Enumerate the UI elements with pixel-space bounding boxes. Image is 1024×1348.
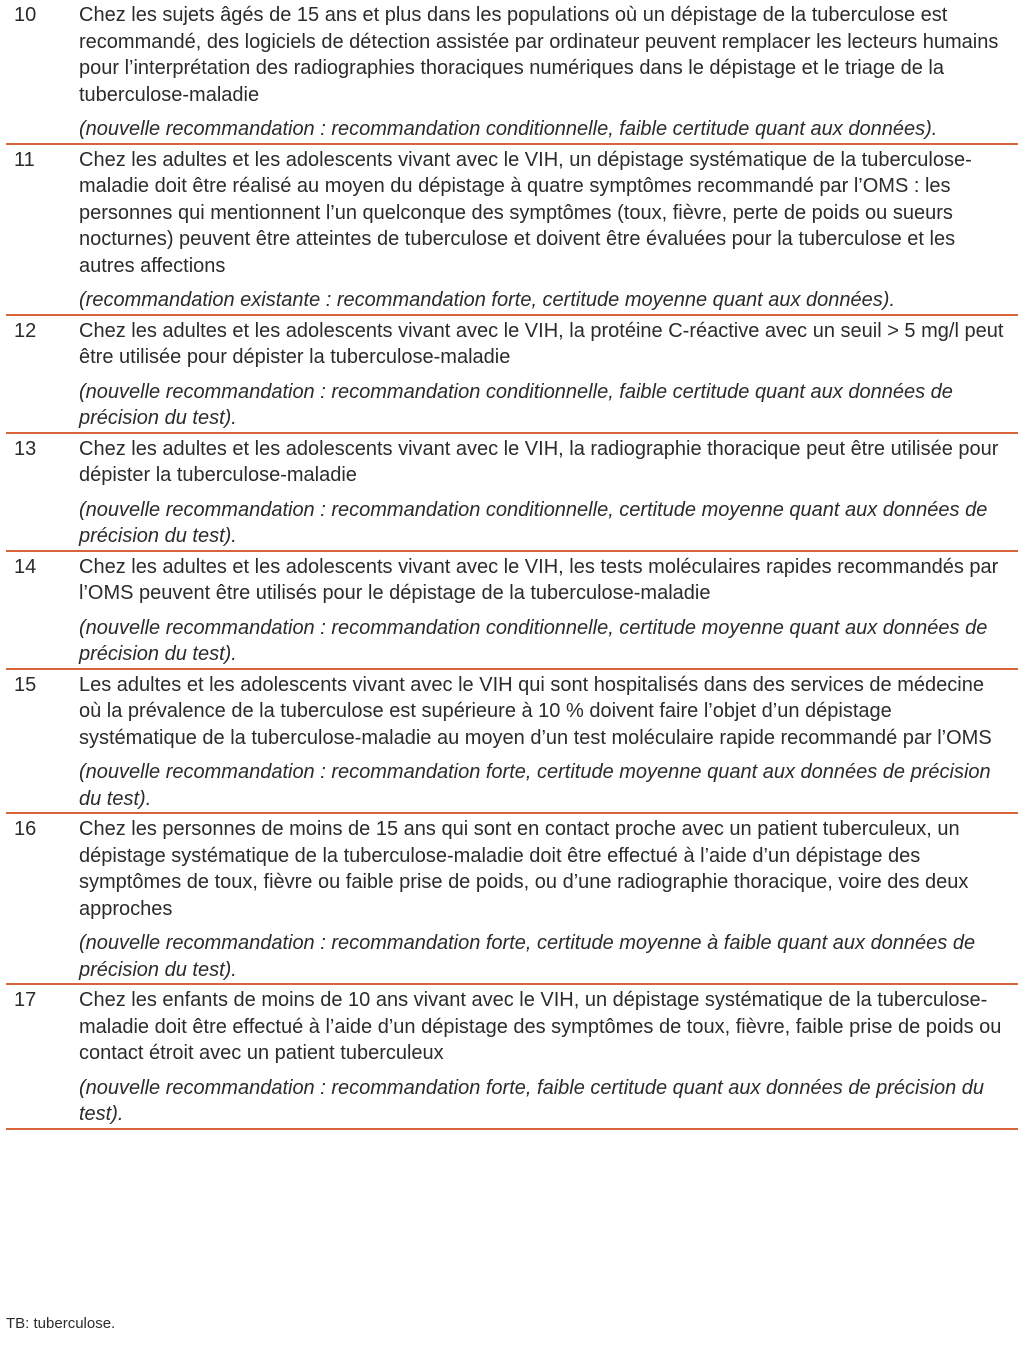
recommendation-note: (nouvelle recommandation : recommandation forte, certitude moyenne à faible quant aux données de précision du test). [79,932,976,981]
recommendation-number: 14 [14,555,37,578]
recommendation-number: 16 [14,818,37,840]
recommendation-number: 12 [14,319,37,342]
recommendation-number: 10 [14,4,37,26]
recommendation-text: Chez les enfants de moins de 10 ans vivant avec le VIH, un dépistage systématique de la tuberculose-maladie doit être effectué à l’aide d’un dépistage des symptômes de toux, fièvre, faible prise de poids ou contact étroit avec un patient tuberculeux [79,989,1002,1064]
recommendation-body [79,318,1018,432]
recommendation-body [79,987,1018,1128]
recommendation-text: Chez les sujets âgés de 15 ans et plus dans les populations où un dépistage de la tuberculose est recommandé, des logiciels de détection assistée par ordinateur peuvent remplacer les lecteurs humains pour l’interprétation des radiographies thoraciques numériques dans le dépistage et le triage de la tuberculose-maladie [79,4,999,106]
recommendation-row-14 [6,552,1018,670]
recommendation-note: (nouvelle recommandation : recommandation conditionnelle, faible certitude quant aux données de précision du test). [79,380,953,429]
recommendation-row-13 [6,434,1018,552]
recommendation-text: Chez les personnes de moins de 15 ans qui sont en contact proche avec un patient tuberculeux, un dépistage systématique de la tuberculose-maladie doit être effectué à l’aide d’un dépistage des symptômes de toux, fièvre ou faible prise de poids, ou d’une radiographie thoracique, voire des deux approches [79,818,969,920]
recommendation-note: (nouvelle recommandation : recommandation conditionnelle, certitude moyenne quant aux données de précision du test). [79,616,988,665]
recommendation-number: 11 [14,148,35,171]
recommendations-table [6,0,1018,1130]
recommendation-note: (nouvelle recommandation : recommandation forte, certitude moyenne quant aux données de précision du test). [79,761,991,810]
recommendation-body [79,672,1018,813]
recommendation-body [79,2,1018,143]
recommendation-row-10 [6,0,1018,145]
recommendation-body [79,816,1018,983]
recommendation-number: 13 [14,437,37,460]
recommendation-text: Les adultes et les adolescents vivant avec le VIH qui sont hospitalisés dans des services de médecine où la prévalence de la tuberculose est supérieure à 10 % doivent faire l’objet d’un dépistage systématique de la tuberculose-maladie au moyen d’un test moléculaire rapide recommandé par l’OMS [79,673,992,749]
recommendation-number: 17 [14,989,37,1011]
recommendation-body [79,147,1018,314]
recommendation-note: (nouvelle recommandation : recommandation conditionnelle, certitude moyenne quant aux données de précision du test). [79,498,988,547]
recommendation-note: (nouvelle recommandation : recommandation forte, faible certitude quant aux données de précision du test). [79,1076,984,1125]
footnote: TB: tuberculose. [6,1315,116,1332]
recommendation-row-16 [6,814,1018,985]
recommendation-text: Chez les adultes et les adolescents vivant avec le VIH, la protéine C-réactive avec un seuil > 5 mg/l peut être utilisée pour dépister la tuberculose-maladie [79,319,1004,368]
recommendation-number: 15 [14,673,37,696]
recommendation-text: Chez les adultes et les adolescents vivant avec le VIH, un dépistage systématique de la tuberculose-maladie doit être réalisé au moyen du dépistage à quatre symptômes recommandé par l’OMS : les personnes qui mentionnent l’un quelconque des symptômes (toux, fièvre, perte de poids ou sueurs nocturnes) peuvent être atteintes de tuberculose et doivent être évaluées pour la tuberculose et les autres affections [79,148,972,277]
recommendation-body [79,554,1018,668]
recommendation-text: Chez les adultes et les adolescents vivant avec le VIH, la radiographie thoracique peut être utilisée pour dépister la tuberculose-maladie [79,437,999,486]
recommendation-note: (nouvelle recommandation : recommandation conditionnelle, faible certitude quant aux données). [79,118,938,140]
recommendation-row-11 [6,145,1018,316]
recommendation-text: Chez les adultes et les adolescents vivant avec le VIH, les tests moléculaires rapides recommandés par l’OMS peuvent être utilisés pour le dépistage de la tuberculose-maladie [79,555,999,604]
recommendation-row-15 [6,670,1018,815]
recommendation-row-12 [6,316,1018,434]
recommendation-note: (recommandation existante : recommandation forte, certitude moyenne quant aux données). [79,289,896,311]
recommendation-body [79,436,1018,550]
recommendation-row-17 [6,985,1018,1130]
